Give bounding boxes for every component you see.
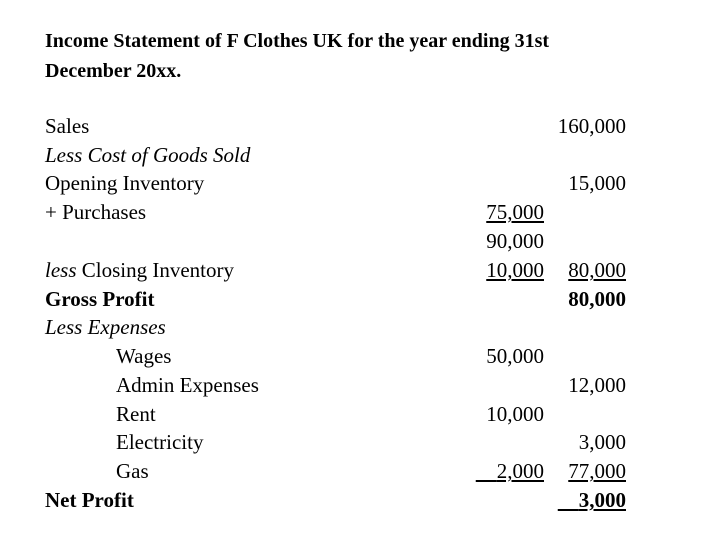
value-net-profit: 3,000: [578, 488, 626, 512]
value-wages: 50,000: [486, 344, 544, 368]
label-less-cogs: Less Cost of Goods Sold: [45, 143, 251, 167]
label-wages: Wages: [116, 344, 172, 368]
value-rent: 10,000: [486, 402, 544, 426]
title-line-1: Income Statement of F Clothes UK for the year ending 31st: [45, 30, 550, 52]
value-opening-inventory: 15,000: [568, 171, 626, 195]
label-less-word: less: [45, 258, 77, 282]
label-opening-inventory: Opening Inventory: [45, 171, 205, 195]
label-less-expenses: Less Expenses: [45, 315, 166, 339]
label-purchases: + Purchases: [45, 200, 147, 224]
label-closing-inventory: Closing Inventory: [76, 258, 234, 282]
label-rent: Rent: [116, 402, 156, 426]
label-gas: Gas: [116, 459, 149, 483]
value-gross-profit: 80,000: [568, 287, 626, 311]
label-gross-profit: Gross Profit: [45, 287, 155, 311]
value-expenses-total: 77,000: [568, 459, 626, 483]
label-closing-inventory-row: [45, 256, 234, 284]
label-admin-expenses: Admin Expenses: [116, 373, 259, 397]
value-sales: 160,000: [557, 114, 626, 138]
value-closing-inventory: 10,000: [486, 258, 544, 282]
label-electricity: Electricity: [116, 430, 204, 454]
title-line-2: December 20xx.: [45, 60, 182, 82]
label-sales: Sales: [45, 114, 90, 138]
statement-title: [45, 26, 685, 86]
value-electricity: 3,000: [578, 430, 626, 454]
value-admin-expenses: 12,000: [568, 373, 626, 397]
label-net-profit: Net Profit: [45, 488, 134, 512]
value-cogs-total: 80,000: [568, 258, 626, 282]
value-purchases: 75,000: [486, 200, 544, 224]
value-subtotal: 90,000: [486, 229, 544, 253]
value-gas: 2,000: [496, 459, 544, 483]
